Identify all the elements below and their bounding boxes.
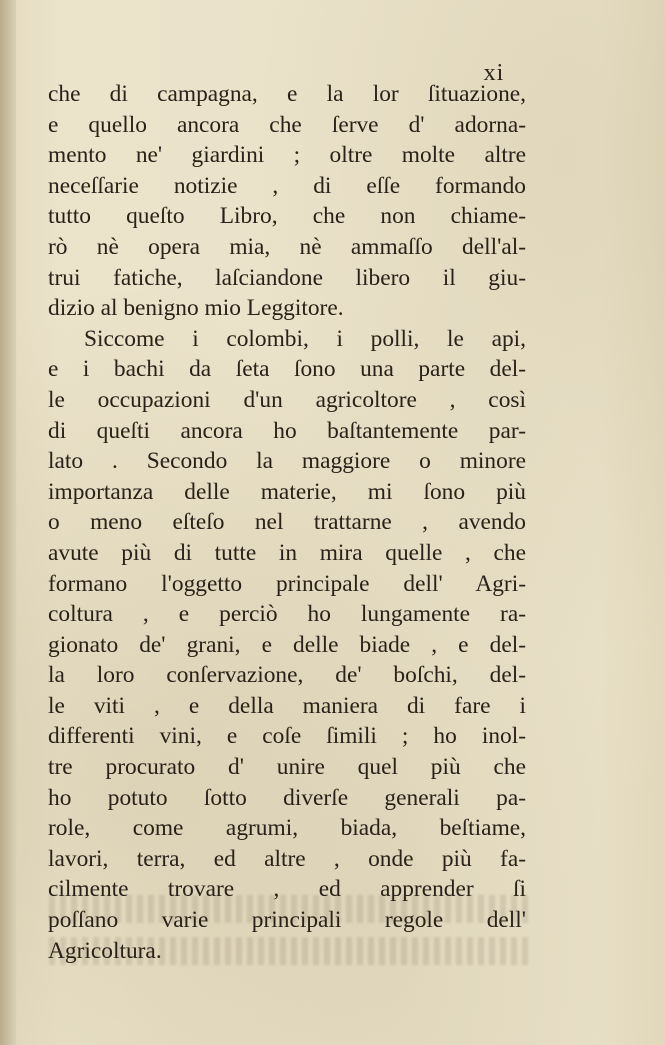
text-line: rò nè opera mia, nè ammaſſo dell'al-	[48, 233, 526, 260]
text-line: lavori, terra, ed altre , onde più fa-	[48, 845, 526, 872]
text-line: neceſſarie notizie , di eſſe formando	[48, 172, 526, 199]
text-line: importanza delle materie, mi ſono più	[48, 478, 526, 505]
text-line: lato . Secondo la maggiore o minore	[48, 448, 526, 475]
text-line: le occupazioni d'un agricoltore , così	[48, 386, 526, 413]
text-line: Agricoltura.	[48, 937, 162, 964]
text-line: di queſti ancora ho baſtantemente par-	[48, 417, 526, 444]
text-line: la loro conſervazione, de' boſchi, del-	[48, 662, 526, 689]
text-line: gionato de' grani, e delle biade , e del-	[48, 631, 526, 658]
text-line: poſſano varie principali regole dell'	[48, 907, 526, 934]
text-line: le viti , e della maniera di fare i	[48, 692, 526, 719]
page-number: xi	[483, 60, 505, 86]
text-line: trui fatiche, laſciandone libero il giu-	[48, 264, 526, 291]
page-gutter-shadow	[0, 0, 16, 1045]
text-line: tutto queſto Libro, che non chiame-	[48, 203, 526, 230]
text-line: mento ne' giardini ; oltre molte altre	[48, 142, 526, 169]
body-text	[48, 79, 526, 966]
text-line: differenti vini, e coſe ſimili ; ho inol-	[48, 723, 526, 750]
text-line: formano l'oggetto principale dell' Agri-	[48, 570, 526, 597]
text-line: role, come agrumi, biada, beſtiame,	[48, 815, 526, 842]
text-line: coltura , e perciò ho lungamente ra-	[48, 601, 526, 628]
text-line: tre procurato d' unire quel più che	[48, 754, 526, 781]
text-line: o meno eſteſo nel trattarne , avendo	[48, 509, 526, 536]
text-line: ho potuto ſotto diverſe generali pa-	[48, 784, 526, 811]
text-line: che di campagna, e la lor ſituazione,	[48, 81, 526, 107]
text-line: dizio al benigno mio Leggitore.	[48, 295, 344, 322]
text-line: e i bachi da ſeta ſono una parte del-	[48, 356, 526, 383]
text-line: avute più di tutte in mira quelle , che	[48, 539, 526, 566]
text-line: cilmente trovare , ed apprender ſi	[48, 876, 526, 903]
text-line: e quello ancora che ſerve d' adorna-	[48, 111, 526, 138]
text-line: Siccome i colombi, i polli, le api,	[84, 325, 526, 352]
